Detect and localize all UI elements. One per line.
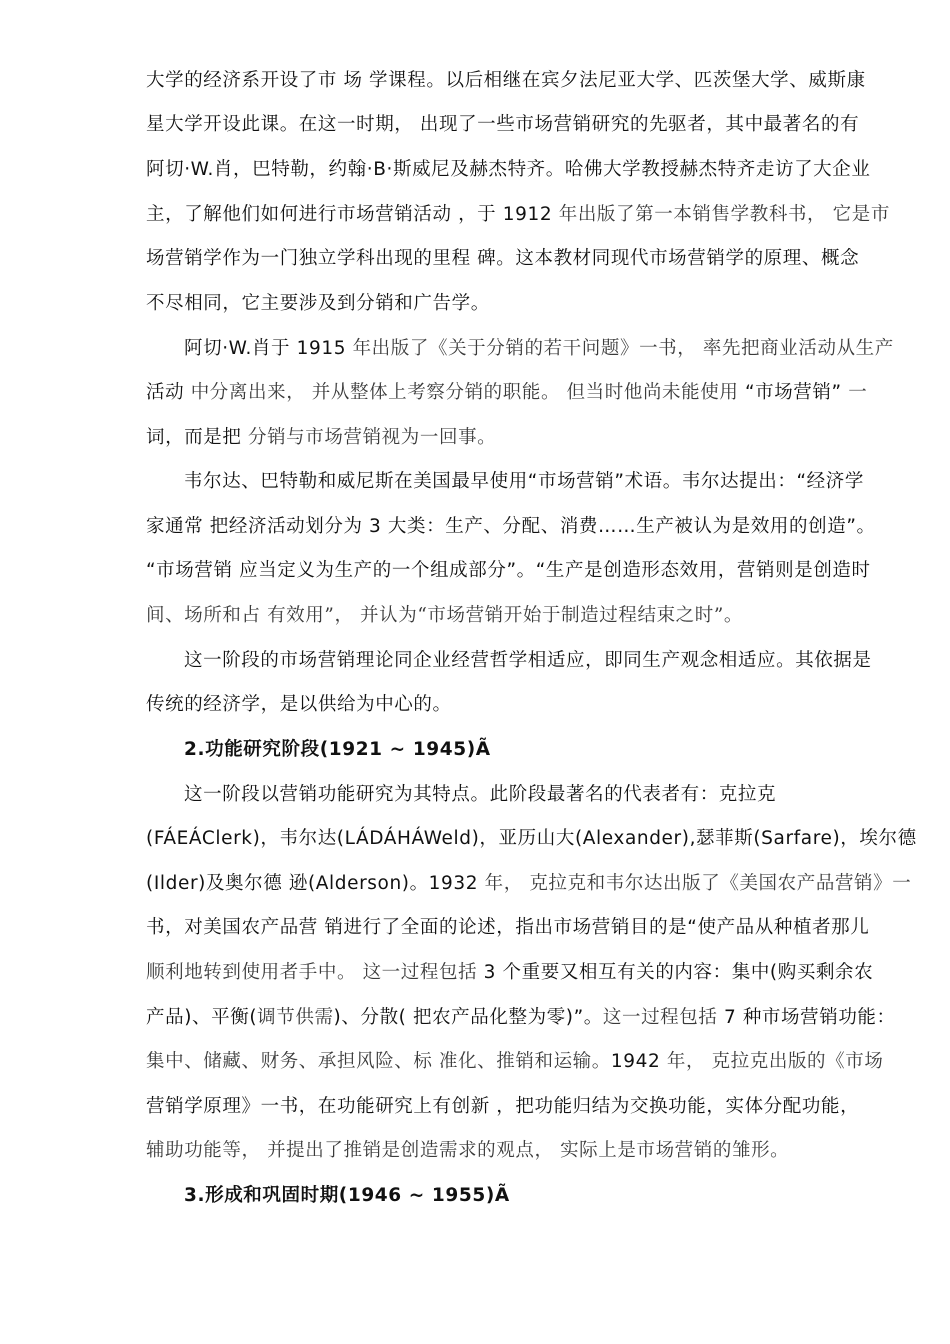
text-run: (FÁEÁClerk)，韦尔达(LÁDÁHÁWeld)，亚历山大(Alexander),瑟菲斯(Sarfare)，埃尔德 (146, 828, 917, 849)
text-run: 不尽相同，它主要涉及到分销和广告学。 (146, 293, 490, 314)
text-line (146, 66, 866, 92)
text-run: “市场营销” (744, 382, 849, 403)
heading-text: 2.功能研究阶段(1921 ~ 1945)Ã (184, 739, 491, 760)
text-line (146, 601, 743, 627)
text-line (146, 289, 490, 315)
text-run: 年出版了《关于分销的若干问题》一书， 率先把商业活动从生产 (352, 338, 894, 359)
text-run: 年， 克拉克和韦尔达出版了《美国农产品营销》一 (484, 873, 912, 894)
text-run: 年， 克拉克出版的《市场 (666, 1051, 884, 1072)
text-run: 中分离出来， 并从整体上考察分销的职能。 但当时他尚未能使用 (190, 382, 745, 403)
section-heading (184, 1181, 510, 1207)
text-run: 韦尔达、巴特勒和威尼斯在美国最早使用“市场营销”术语。韦尔达提出：“经济学 (184, 471, 864, 492)
text-run: 阿切·W.肖于 1915 (184, 338, 353, 359)
text-run: 3 个重要又相互有关的内容：集中(购买剩余农 (483, 962, 874, 983)
text-run: 产品)、平衡( (146, 1007, 258, 1028)
text-line (146, 1003, 896, 1029)
text-run: 调节供需 (257, 1007, 334, 1028)
text-run: 词，而是把 (146, 427, 248, 448)
text-line (146, 824, 917, 850)
text-line (184, 467, 864, 493)
text-run: )、分散( 把农产品化整为零)”。 (333, 1007, 603, 1028)
text-run: 分销与市场营销视为一回事。 (247, 427, 497, 448)
text-run: 一 (848, 382, 868, 403)
text-line (146, 423, 496, 449)
text-line (146, 110, 859, 136)
text-run: 这一过程包括 (602, 1007, 724, 1028)
text-run: 主，了解他们如何进行市场营销活动 ，于 1912 (146, 204, 559, 225)
text-line (146, 378, 867, 404)
text-line (146, 200, 890, 226)
text-run: 星大学开设此课。在这一时期， 出现了一些市场营销研究的先驱者，其中最著名的有 (146, 114, 860, 135)
text-line (184, 646, 872, 672)
text-run: 集中、储藏、财务、承担风险、标 准化、推销和运输。 (146, 1051, 611, 1072)
text-line (146, 155, 871, 181)
text-run: 1942 (610, 1051, 667, 1072)
text-run: (Ilder)及奥尔德 逊(Alderson)。1932 (146, 873, 485, 894)
text-line (146, 1136, 789, 1162)
text-line (184, 780, 776, 806)
text-run: 这一阶段以营销功能研究为其特点。此阶段最著名的代表者有：克拉克 (184, 784, 777, 805)
heading-text: 3.形成和巩固时期(1946 ~ 1955)Ã (184, 1185, 510, 1206)
text-run: “市场营销 应当定义为生产的一个组成部分”。“生产是创造形态效用，营销则是创造时 (146, 560, 871, 581)
text-line (146, 690, 452, 716)
text-run: 书，对美国农产品营 销进行了全面的论述，指出市场营销目的是“使产品从种植者那儿 (146, 917, 870, 938)
text-run: 7 种市场营销功能： (723, 1007, 896, 1028)
text-line (146, 913, 869, 939)
text-run: 阿切·W.肖，巴特勒，约翰·B·斯威尼及赫杰特齐。哈佛大学教授赫杰特齐走访了大企业 (146, 159, 871, 180)
text-line (146, 556, 871, 582)
text-line (146, 1047, 883, 1073)
text-run: 家通常 把经济活动划分为 3 大类：生产、分配、消费……生产被认为是效用的创造”。 (146, 516, 876, 537)
text-line (184, 334, 894, 360)
text-run: 场营销学作为一门独立学科出现的里程 碑。这本教材同现代市场营销学的原理、概念 (146, 248, 860, 269)
text-run: 营销学原理》一书，在功能研究上有创新 ，把功能归结为交换功能，实体分配功能， (146, 1096, 860, 1117)
text-run: 活动 (146, 382, 191, 403)
text-run: 辅助功能等， 并提出了推销是创造需求的观点， 实际上是市场营销的雏形。 (146, 1140, 790, 1161)
text-run: 顺利地转到使用者手中。 这一过程包括 (146, 962, 484, 983)
text-run: 传统的经济学，是以供给为中心的。 (146, 694, 452, 715)
text-line (146, 869, 911, 895)
section-heading (184, 735, 491, 761)
text-line (146, 1092, 859, 1118)
text-run: 间、场所和占 有效用”， 并认为“市场营销开始于制造过程结束之时”。 (146, 605, 744, 626)
text-line (146, 244, 859, 270)
text-run: 这一阶段的市场营销理论同企业经营哲学相适应，即同生产观念相适应。其依据是 (184, 650, 872, 671)
text-run: 年出版了第一本销售学教科书， 它是市 (558, 204, 890, 225)
text-run: 大学的经济系开设了市 场 学课程。以后相继在宾夕法尼亚大学、匹茨堡大学、威斯康 (146, 70, 866, 91)
text-line (146, 958, 873, 984)
text-line (146, 512, 876, 538)
